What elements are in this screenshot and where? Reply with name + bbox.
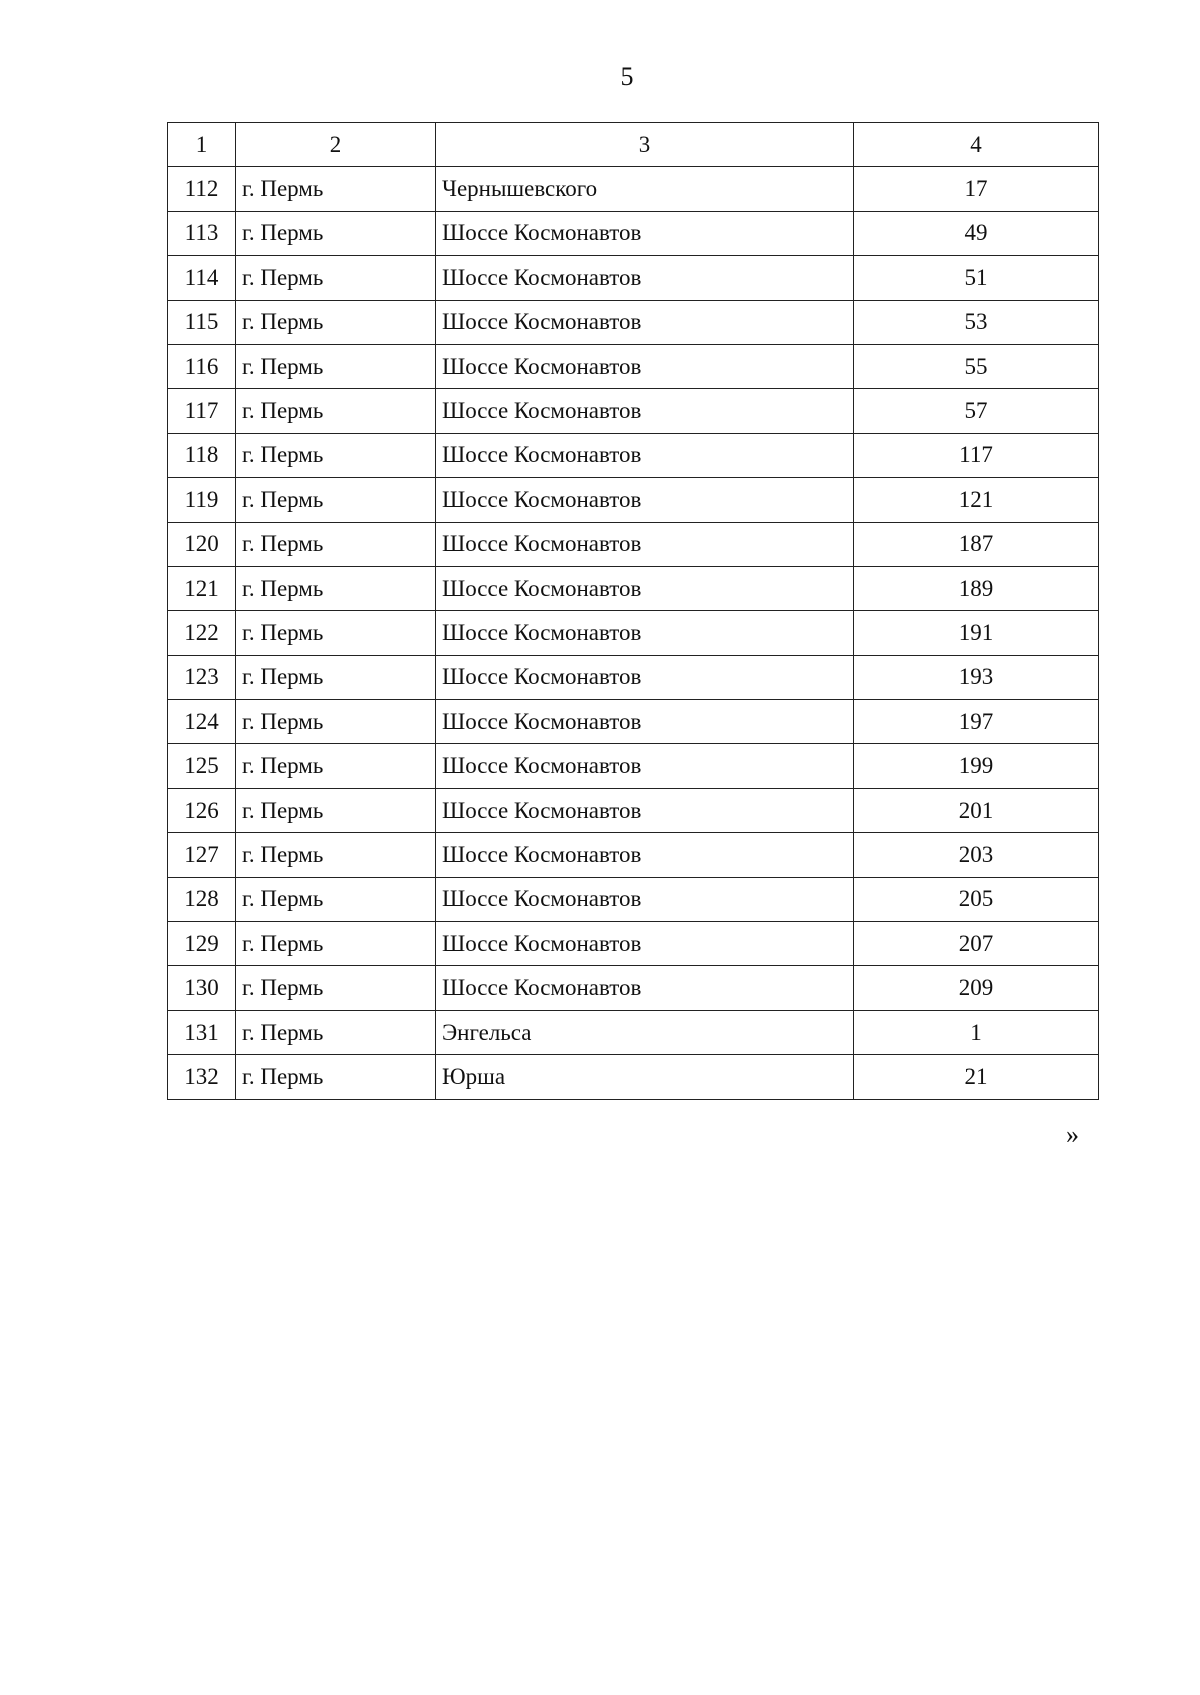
city-cell: г. Пермь bbox=[236, 566, 436, 610]
row-number-cell: 116 bbox=[168, 344, 236, 388]
house-number-cell: 51 bbox=[854, 256, 1099, 300]
street-cell: Шоссе Космонавтов bbox=[436, 788, 854, 832]
house-number-cell: 203 bbox=[854, 833, 1099, 877]
row-number-cell: 120 bbox=[168, 522, 236, 566]
table-row bbox=[168, 877, 1099, 921]
house-number-cell: 117 bbox=[854, 433, 1099, 477]
column-header-1: 1 bbox=[168, 123, 236, 167]
page-number: 5 bbox=[620, 62, 634, 91]
row-number-cell: 126 bbox=[168, 788, 236, 832]
street-cell: Шоссе Космонавтов bbox=[436, 655, 854, 699]
house-number-cell: 121 bbox=[854, 478, 1099, 522]
table-row bbox=[168, 522, 1099, 566]
street-cell: Шоссе Космонавтов bbox=[436, 966, 854, 1010]
street-cell: Шоссе Космонавтов bbox=[436, 700, 854, 744]
house-number-cell: 17 bbox=[854, 167, 1099, 211]
table-row bbox=[168, 744, 1099, 788]
street-cell: Шоссе Космонавтов bbox=[436, 478, 854, 522]
column-header-4: 4 bbox=[854, 123, 1099, 167]
city-cell: г. Пермь bbox=[236, 433, 436, 477]
row-number-cell: 113 bbox=[168, 211, 236, 255]
street-cell: Шоссе Космонавтов bbox=[436, 833, 854, 877]
street-cell: Шоссе Космонавтов bbox=[436, 922, 854, 966]
street-cell: Шоссе Космонавтов bbox=[436, 744, 854, 788]
table-row bbox=[168, 655, 1099, 699]
city-cell: г. Пермь bbox=[236, 877, 436, 921]
street-cell: Шоссе Космонавтов bbox=[436, 877, 854, 921]
street-cell: Шоссе Космонавтов bbox=[436, 344, 854, 388]
row-number-cell: 123 bbox=[168, 655, 236, 699]
house-number-cell: 201 bbox=[854, 788, 1099, 832]
house-number-cell: 207 bbox=[854, 922, 1099, 966]
city-cell: г. Пермь bbox=[236, 344, 436, 388]
column-header-3: 3 bbox=[436, 123, 854, 167]
house-number-cell: 49 bbox=[854, 211, 1099, 255]
table-row bbox=[168, 1010, 1099, 1054]
row-number-cell: 129 bbox=[168, 922, 236, 966]
city-cell: г. Пермь bbox=[236, 922, 436, 966]
house-number-cell: 1 bbox=[854, 1010, 1099, 1054]
row-number-cell: 115 bbox=[168, 300, 236, 344]
table-row bbox=[168, 611, 1099, 655]
table-row bbox=[168, 833, 1099, 877]
table-header-row bbox=[168, 123, 1099, 167]
house-number-cell: 55 bbox=[854, 344, 1099, 388]
table-row bbox=[168, 966, 1099, 1010]
city-cell: г. Пермь bbox=[236, 256, 436, 300]
table-row bbox=[168, 167, 1099, 211]
city-cell: г. Пермь bbox=[236, 700, 436, 744]
house-number-cell: 53 bbox=[854, 300, 1099, 344]
house-number-cell: 193 bbox=[854, 655, 1099, 699]
street-cell: Шоссе Космонавтов bbox=[436, 433, 854, 477]
city-cell: г. Пермь bbox=[236, 1010, 436, 1054]
row-number-cell: 128 bbox=[168, 877, 236, 921]
city-cell: г. Пермь bbox=[236, 389, 436, 433]
city-cell: г. Пермь bbox=[236, 744, 436, 788]
city-cell: г. Пермь bbox=[236, 655, 436, 699]
city-cell: г. Пермь bbox=[236, 611, 436, 655]
row-number-cell: 132 bbox=[168, 1055, 236, 1099]
row-number-cell: 127 bbox=[168, 833, 236, 877]
city-cell: г. Пермь bbox=[236, 833, 436, 877]
city-cell: г. Пермь bbox=[236, 966, 436, 1010]
table-row bbox=[168, 700, 1099, 744]
street-cell: Чернышевского bbox=[436, 167, 854, 211]
house-number-cell: 57 bbox=[854, 389, 1099, 433]
city-cell: г. Пермь bbox=[236, 211, 436, 255]
table-row bbox=[168, 433, 1099, 477]
row-number-cell: 124 bbox=[168, 700, 236, 744]
city-cell: г. Пермь bbox=[236, 788, 436, 832]
house-number-cell: 209 bbox=[854, 966, 1099, 1010]
street-cell: Шоссе Космонавтов bbox=[436, 611, 854, 655]
house-number-cell: 205 bbox=[854, 877, 1099, 921]
row-number-cell: 130 bbox=[168, 966, 236, 1010]
house-number-cell: 197 bbox=[854, 700, 1099, 744]
table-row bbox=[168, 344, 1099, 388]
row-number-cell: 125 bbox=[168, 744, 236, 788]
street-cell: Энгельса bbox=[436, 1010, 854, 1054]
table-row bbox=[168, 389, 1099, 433]
row-number-cell: 121 bbox=[168, 566, 236, 610]
table-row bbox=[168, 300, 1099, 344]
street-cell: Шоссе Космонавтов bbox=[436, 211, 854, 255]
table-row bbox=[168, 922, 1099, 966]
table-row bbox=[168, 256, 1099, 300]
column-header-2: 2 bbox=[236, 123, 436, 167]
street-cell: Шоссе Космонавтов bbox=[436, 300, 854, 344]
table-body bbox=[168, 123, 1099, 1100]
table-row bbox=[168, 211, 1099, 255]
table-row bbox=[168, 1055, 1099, 1099]
house-number-cell: 191 bbox=[854, 611, 1099, 655]
row-number-cell: 117 bbox=[168, 389, 236, 433]
street-cell: Шоссе Космонавтов bbox=[436, 389, 854, 433]
house-number-cell: 199 bbox=[854, 744, 1099, 788]
street-cell: Шоссе Космонавтов bbox=[436, 522, 854, 566]
table-row bbox=[168, 788, 1099, 832]
row-number-cell: 112 bbox=[168, 167, 236, 211]
row-number-cell: 122 bbox=[168, 611, 236, 655]
city-cell: г. Пермь bbox=[236, 167, 436, 211]
closing-quote: » bbox=[1066, 1120, 1079, 1149]
house-number-cell: 21 bbox=[854, 1055, 1099, 1099]
address-table bbox=[167, 122, 1099, 1100]
house-number-cell: 189 bbox=[854, 566, 1099, 610]
row-number-cell: 131 bbox=[168, 1010, 236, 1054]
city-cell: г. Пермь bbox=[236, 300, 436, 344]
row-number-cell: 119 bbox=[168, 478, 236, 522]
city-cell: г. Пермь bbox=[236, 522, 436, 566]
street-cell: Шоссе Космонавтов bbox=[436, 566, 854, 610]
city-cell: г. Пермь bbox=[236, 478, 436, 522]
city-cell: г. Пермь bbox=[236, 1055, 436, 1099]
street-cell: Юрша bbox=[436, 1055, 854, 1099]
row-number-cell: 118 bbox=[168, 433, 236, 477]
house-number-cell: 187 bbox=[854, 522, 1099, 566]
table-row bbox=[168, 478, 1099, 522]
table-row bbox=[168, 566, 1099, 610]
street-cell: Шоссе Космонавтов bbox=[436, 256, 854, 300]
row-number-cell: 114 bbox=[168, 256, 236, 300]
